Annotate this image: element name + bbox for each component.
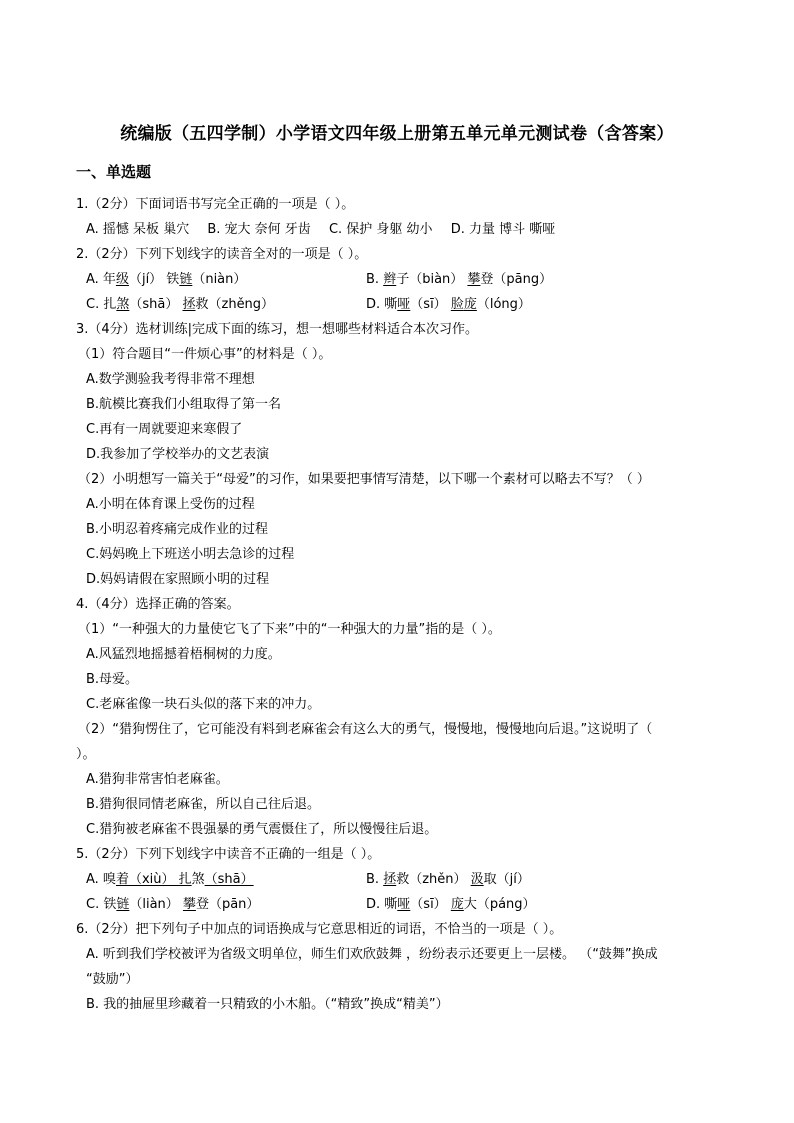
- question-4-stem: 4.（4分）选择正确的答案。: [76, 597, 240, 612]
- question-2-option-b: B. 辫子（biàn） 攀登（pāng）: [366, 272, 553, 287]
- option-c: C.再有一周就要迎来寒假了: [86, 422, 243, 437]
- option-a: A. 摇憾 呆板 巢穴: [86, 222, 190, 237]
- option-a: A.小明在体育课上受伤的过程: [86, 497, 255, 512]
- question-1-options: [86, 221, 555, 239]
- option-d: D.我参加了学校举办的文艺表演: [86, 447, 270, 462]
- question-3-stem: 3.（4分）选材训练|完成下面的练习，想一想哪些材料适合本次习作。: [76, 322, 479, 337]
- question-5-option-d: D. 嘶哑（sī） 庞大（páng）: [366, 897, 536, 912]
- option-c: C.老麻雀像一块石头似的落下来的冲力。: [86, 697, 321, 712]
- option-b: B.航模比赛我们小组取得了第一名: [86, 397, 282, 412]
- option-b: B.小明忍着疼痛完成作业的过程: [86, 522, 269, 537]
- question-2-option-a: A. 年级（jí） 铁链（niàn）: [86, 272, 247, 287]
- question-6-stem: 6.（2分）把下列句子中加点的词语换成与它意思相近的词语，不恰当的一项是（ ）。: [76, 922, 563, 937]
- question-2-option-d: D. 嘶哑（sī） 脸庞（lóng）: [366, 297, 531, 312]
- question-1-stem: 1.（2分）下面词语书写完全正确的一项是（ ）。: [76, 197, 355, 212]
- option-a: A. 听到我们学校被评为省级文明单位，师生们欢欣鼓舞 ，纷纷表示还要更上一层楼。 （“鼓舞”换成: [86, 947, 658, 962]
- option-a: A.风猛烈地摇撼着梧桐树的力度。: [86, 647, 281, 662]
- option-c: C.猎狗被老麻雀不畏强暴的勇气震慑住了，所以慢慢往后退。: [86, 822, 438, 837]
- option-c: C.妈妈晚上下班送小明去急诊的过程: [86, 547, 295, 562]
- question-2-stem: 2.（2分）下列下划线字的读音全对的一项是（ ）。: [76, 247, 368, 262]
- question-5-option-c: C. 铁链（liàn） 攀登（pān）: [86, 897, 260, 912]
- question-4-part-2: （2）“猎狗愣住了，它可能没有料到老麻雀会有这么大的勇气，慢慢地，慢慢地向后退。”这说明了（: [78, 722, 653, 737]
- question-4-part-1: （1）“一种强大的力量使它飞了下来”中的“一种强大的力量”指的是（ ）。: [78, 622, 501, 637]
- option-a: A.数学测验我考得非常不理想: [86, 372, 255, 387]
- question-4-part-2-cont: ）。: [76, 747, 96, 762]
- question-3-part-1: （1）符合题目“一件烦心事”的材料是（ ）。: [78, 347, 332, 362]
- option-b: B. 我的抽屉里珍藏着一只精致的小木船。（“精致”换成“精美”）: [86, 997, 449, 1012]
- option-d: D. 力量 博斗 嘶哑: [450, 222, 556, 237]
- option-a-cont: “鼓励”）: [86, 972, 139, 987]
- question-5-option-b: B. 拯救（zhěn） 汲取（jí）: [366, 872, 530, 887]
- option-b: B.猎狗很同情老麻雀，所以自己往后退。: [86, 797, 321, 812]
- page-title: 统编版（五四学制）小学语文四年级上册第五单元单元测试卷（含答案）: [120, 124, 674, 144]
- question-5-option-a: A. 嗅着（xiù） 扎煞（shā）: [86, 872, 254, 887]
- option-a: A.猎狗非常害怕老麻雀。: [86, 772, 229, 787]
- question-5-stem: 5.（2分）下列下划线字中读音不正确的一组是（ ）。: [76, 847, 381, 862]
- option-b: B.母爱。: [86, 672, 139, 687]
- option-b: B. 宠大 奈何 牙齿: [207, 222, 311, 237]
- option-d: D.妈妈请假在家照顾小明的过程: [86, 572, 270, 587]
- section-heading: 一、单选题: [76, 163, 152, 181]
- question-2-option-c: C. 扎煞（shā） 拯救（zhěng）: [86, 297, 275, 312]
- option-c: C. 保护 身躯 幼小: [328, 222, 433, 237]
- question-3-part-2: （2）小明想写一篇关于“母爱”的习作，如果要把事情写清楚，以下哪一个素材可以略去不写？（ ）: [78, 472, 650, 487]
